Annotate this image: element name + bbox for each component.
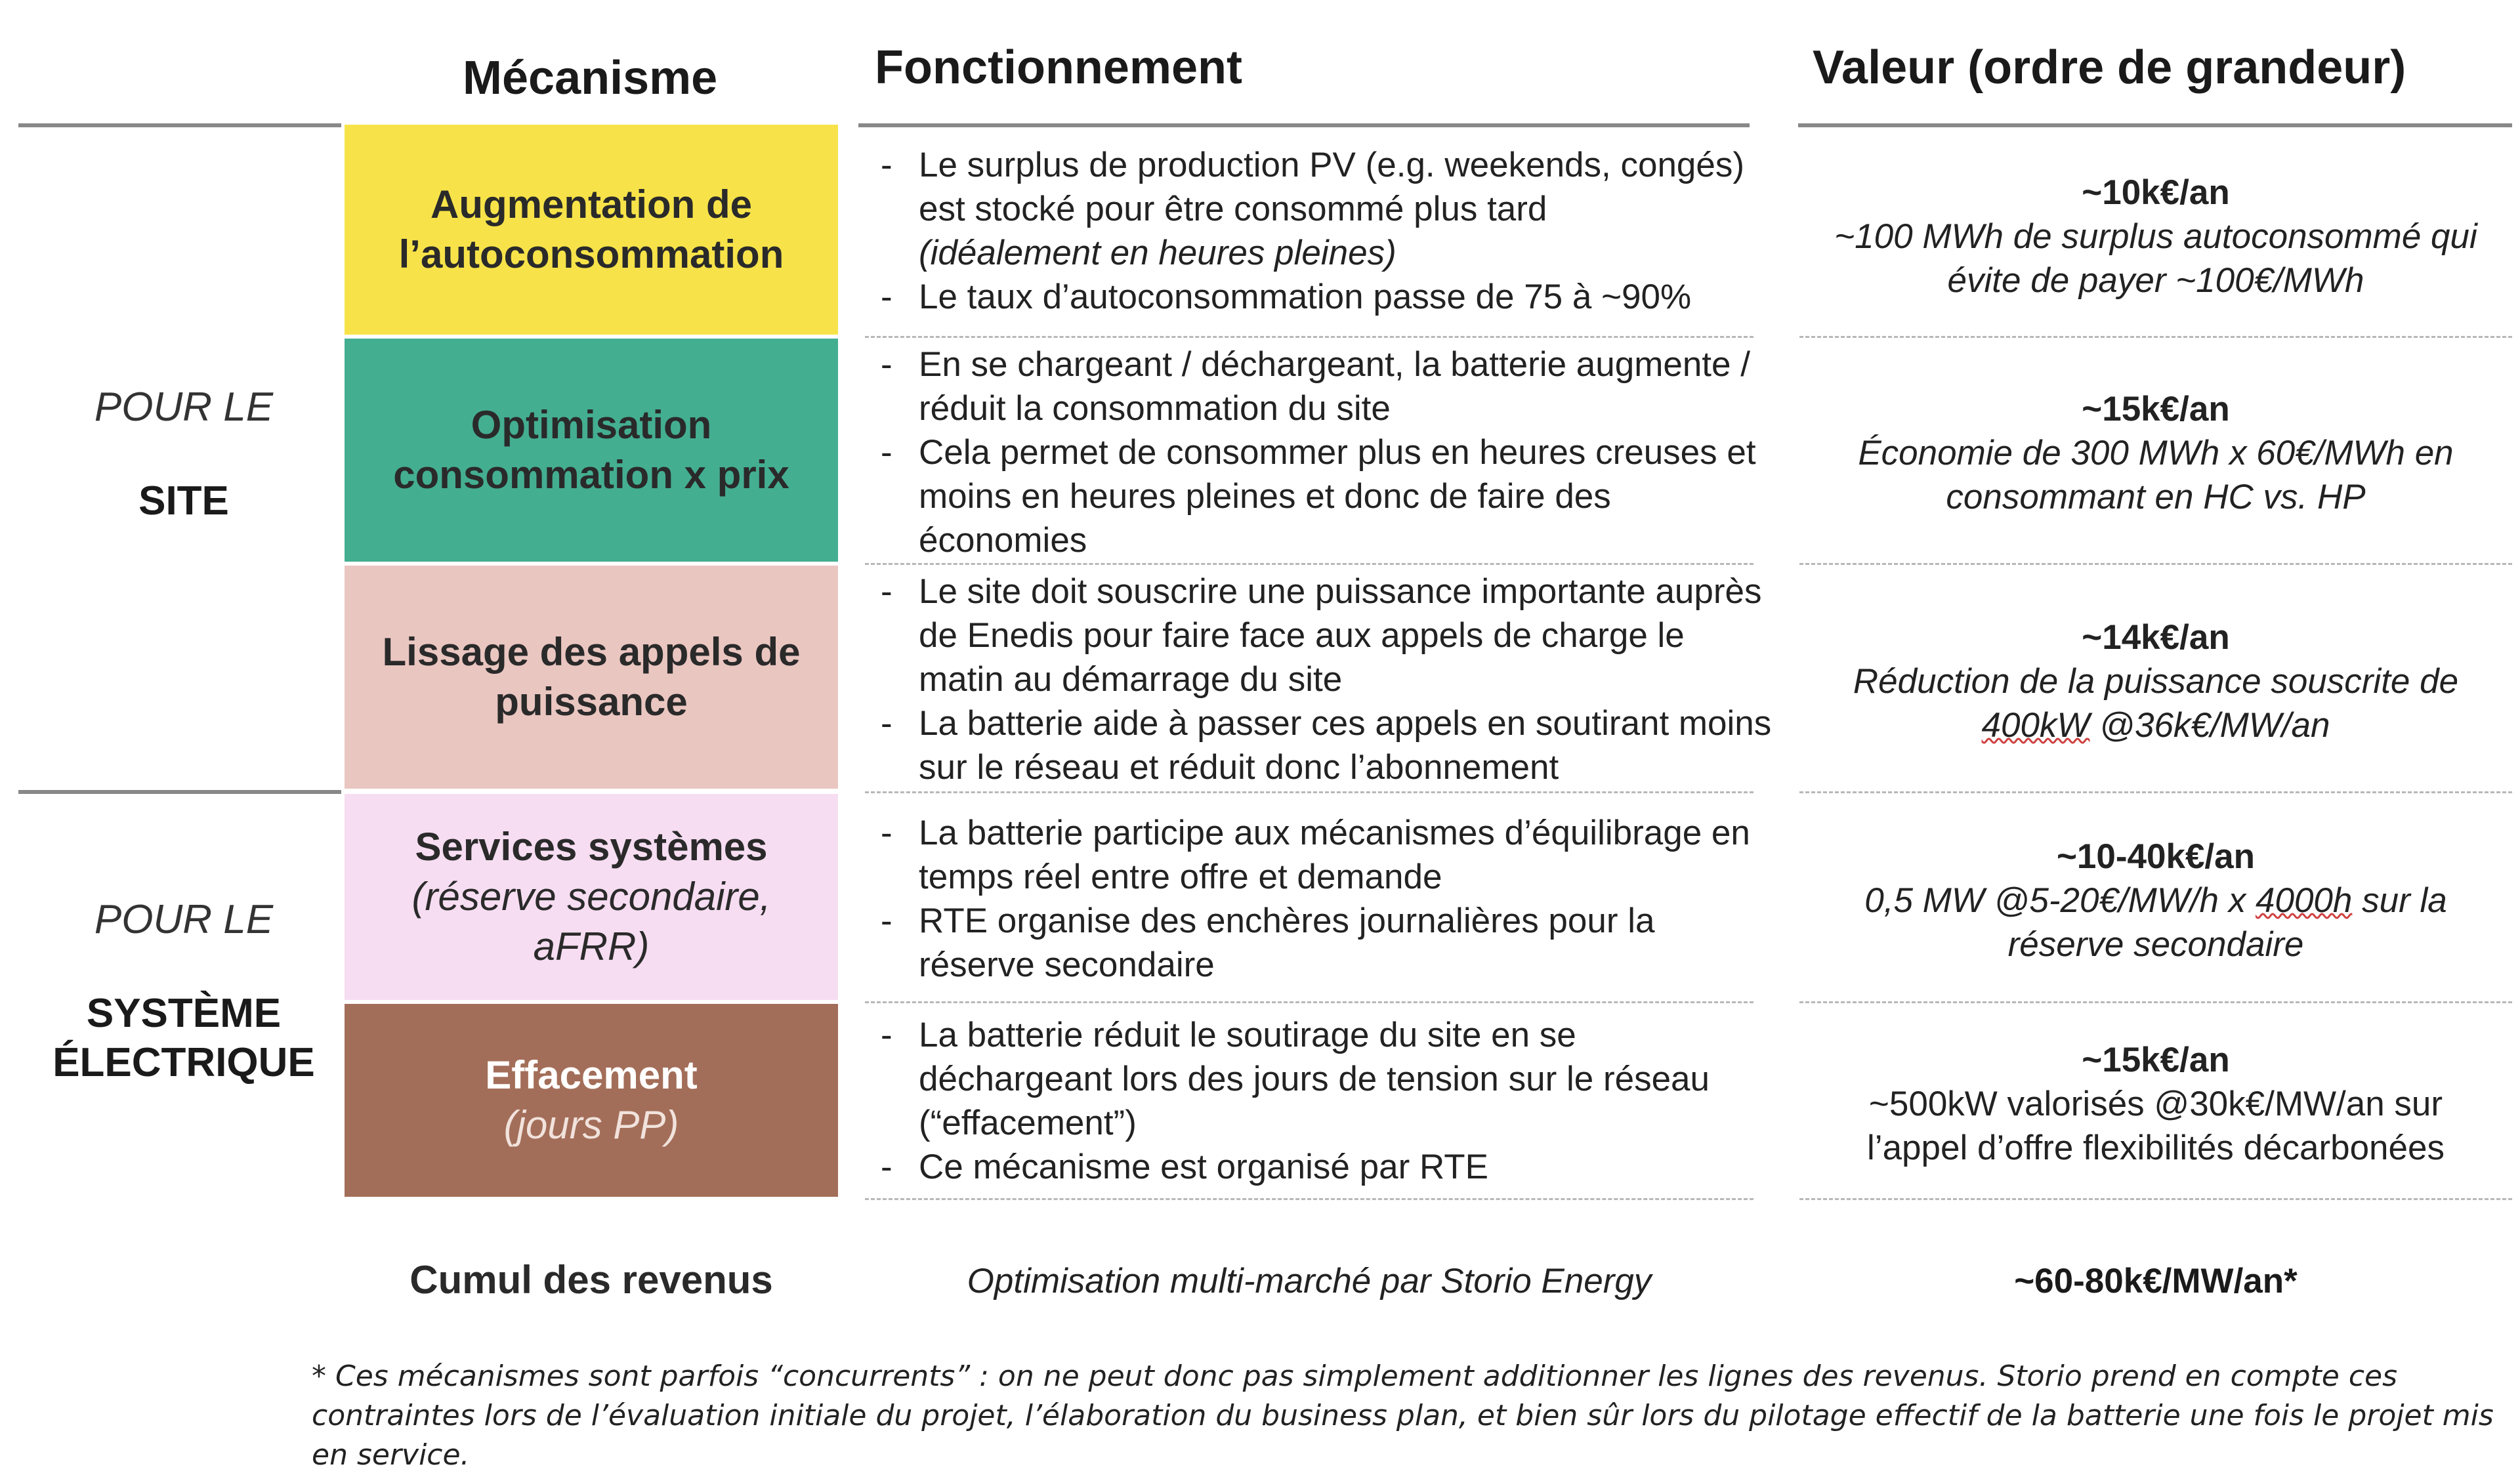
value-services [1798, 828, 2513, 972]
header-rule-operation [858, 123, 1750, 127]
value-detail-b: 400kW @36k€/MW/an [1981, 705, 2330, 745]
row-separator-op-1 [865, 336, 1754, 338]
value-amount: ~14k€/an [2082, 617, 2230, 657]
row-separator-val-5 [1799, 1198, 2512, 1200]
group-divider [18, 790, 341, 794]
group-systeme-line2b: ÉLECTRIQUE [52, 1040, 315, 1085]
mech-autoconsommation [345, 125, 838, 335]
operation-bullet: - Ce mécanisme est organisé par RTE [873, 1145, 1772, 1189]
mech-services-line2: (réserve secondaire, [411, 875, 771, 919]
total-label: Cumul des revenus [410, 1258, 773, 1302]
row-separator-op-4 [865, 1001, 1754, 1003]
operation-bullet: - La batterie aide à passer ces appels en soutirant moins sur le réseau et réduit donc l’abonnement [873, 701, 1772, 789]
value-optimisation [1798, 381, 2513, 525]
header-mechanism: Mécanisme [463, 52, 718, 104]
value-detail-a: 0,5 MW @5-20€/MW/h x 4000h sur la [1864, 881, 2447, 920]
mech-optimisation-line1: Optimisation [471, 403, 712, 447]
group-systeme [13, 896, 354, 1086]
mech-effacement-line2: (jours PP) [503, 1103, 679, 1147]
row-separator-op-5 [865, 1198, 1754, 1200]
mech-lissage-line1: Lissage des appels de [382, 630, 801, 674]
operation-optimisation [873, 343, 1772, 562]
operation-bullet: - RTE organise des enchères journalières pour la réserve secondaire [873, 899, 1772, 987]
value-lissage [1798, 609, 2513, 753]
group-systeme-line1: POUR LE [94, 897, 274, 942]
spellcheck-underlined-term: 4000h [2256, 881, 2353, 920]
operation-bullet: - En se chargeant / déchargeant, la batterie augmente / réduit la consommation du site [873, 343, 1772, 430]
row-separator-op-3 [865, 791, 1754, 793]
mech-optimisation [345, 339, 838, 562]
row-separator-val-3 [1799, 791, 2512, 793]
group-site-line2: SITE [138, 478, 229, 524]
mech-lissage-line2: puissance [495, 680, 688, 724]
row-separator-val-2 [1799, 563, 2512, 565]
operation-bullet: - Le surplus de production PV (e.g. weekends, congés) est stocké pour être consommé plus tard (idéalement en heures pleines) [873, 143, 1772, 275]
value-detail: Économie de 300 MWh x 60€/MWh en consommant en HC vs. HP [1858, 433, 2454, 516]
operation-services [873, 811, 1772, 987]
operation-bullet: - Cela permet de consommer plus en heures creuses et moins en heures pleines et donc de faire des économies [873, 430, 1772, 562]
operation-bullet: - Le site doit souscrire une puissance importante auprès de Enedis pour faire face aux appels de charge le matin au démarrage du site [873, 570, 1772, 701]
mech-autoconsommation-line2: l’autoconsommation [398, 232, 784, 276]
operation-bullet: - Le taux d’autoconsommation passe de 75 à ~90% [873, 275, 1772, 319]
mech-effacement [345, 1004, 838, 1197]
spellcheck-underlined-term: 400kW [1981, 705, 2090, 745]
operation-lissage [873, 570, 1772, 789]
footnote: * Ces mécanismes sont parfois “concurrents” : on ne peut donc pas simplement additionner les lignes des revenus. Storio prend en compte ces contraintes lors de l’évaluation initiale du projet, l’élaboration du business plan, et bien sûr lors du pilotage effectif de la batterie une fois le projet mis en service. [312, 1360, 2494, 1472]
mech-services-line3: aFRR) [533, 924, 650, 968]
total-operation: Optimisation multi-marché par Storio Energy [967, 1262, 1652, 1300]
header-rule-left [18, 123, 341, 127]
value-amount: ~15k€/an [2082, 1040, 2230, 1079]
row-separator-val-1 [1799, 336, 2512, 338]
value-detail-a: Réduction de la puissance souscrite de [1853, 661, 2459, 701]
value-amount: ~15k€/an [2082, 389, 2230, 428]
value-detail: ~100 MWh de surplus autoconsommé qui évite de payer ~100€/MWh [1834, 217, 2477, 300]
value-amount: ~10-40k€/an [2056, 837, 2256, 876]
mech-services [345, 794, 838, 1000]
header-rule-value [1798, 123, 2512, 127]
mech-lissage [345, 566, 838, 789]
header-operation: Fonctionnement [875, 41, 1242, 94]
row-separator-val-4 [1799, 1001, 2512, 1003]
operation-autoconsommation [873, 143, 1772, 319]
header-value: Valeur (ordre de grandeur) [1813, 41, 2406, 94]
mech-services-line1: Services systèmes [415, 825, 768, 869]
group-site [13, 384, 354, 524]
group-site-line1: POUR LE [94, 384, 274, 430]
value-detail: ~500kW valorisés @30k€/MW/an sur l’appel d’offre flexibilités décarbonées [1867, 1084, 2445, 1167]
operation-effacement [873, 1013, 1772, 1189]
operation-bullet: - La batterie réduit le soutirage du site en se déchargeant lors des jours de tension sur le réseau (“effacement”) [873, 1013, 1772, 1145]
operation-bullet: - La batterie participe aux mécanismes d’équilibrage en temps réel entre offre et demande [873, 811, 1772, 899]
group-systeme-line2a: SYSTÈME [86, 991, 282, 1036]
value-autoconsommation [1798, 164, 2513, 308]
mech-optimisation-line2: consommation x prix [393, 453, 789, 497]
total-value: ~60-80k€/MW/an* [2014, 1262, 2298, 1300]
row-separator-op-2 [865, 563, 1754, 565]
value-amount: ~10k€/an [2082, 173, 2230, 212]
mech-effacement-line1: Effacement [485, 1053, 698, 1097]
mech-autoconsommation-line1: Augmentation de [430, 182, 752, 226]
value-effacement [1798, 1031, 2513, 1176]
value-detail-b: réserve secondaire [2007, 924, 2304, 964]
